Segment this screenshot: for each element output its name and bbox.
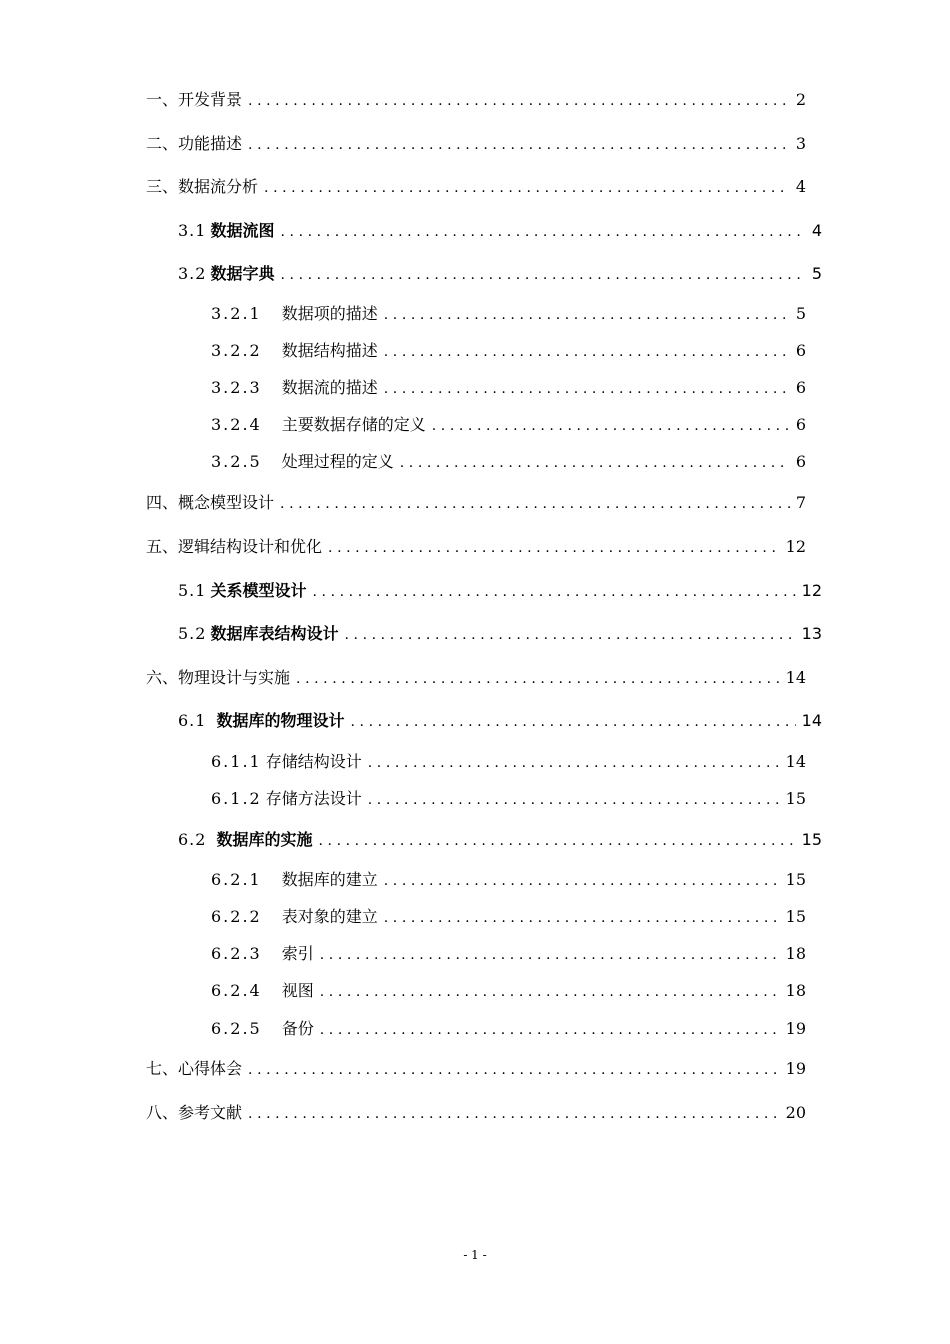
toc-entry-page: 14	[785, 668, 806, 687]
toc-entry-page: 15	[785, 870, 806, 889]
toc-entry-page: 4	[811, 221, 822, 240]
toc-entry[interactable]	[178, 260, 822, 288]
toc-leader-dots	[400, 449, 790, 477]
toc-leader-dots	[384, 301, 790, 329]
toc-entry[interactable]	[211, 411, 806, 439]
toc-entry-number: 3.2.5	[211, 452, 262, 471]
toc-entry-page: 2	[795, 90, 806, 109]
toc-leader-dots	[320, 978, 780, 1006]
toc-entry-number: 3.2.2	[211, 341, 262, 360]
toc-entry-title: 关系模型设计	[210, 581, 307, 600]
toc-entry-title: 主要数据存储的定义	[281, 415, 426, 434]
toc-entry[interactable]	[211, 940, 806, 968]
toc-leader-dots	[432, 412, 790, 440]
toc-leader-dots	[264, 174, 790, 202]
toc-entry-title: 数据库的物理设计	[216, 711, 345, 730]
toc-entry[interactable]	[211, 748, 806, 776]
toc-entry-title: 二、功能描述	[146, 134, 243, 153]
toc-entry-page: 19	[785, 1019, 806, 1038]
toc-entry-page: 14	[801, 711, 822, 730]
toc-entry-number: 3.2.3	[211, 378, 262, 397]
toc-entry-title: 八、参考文献	[146, 1103, 243, 1122]
toc-leader-dots	[384, 338, 790, 366]
toc-entry-number: 5.2	[178, 624, 207, 643]
toc-entry-title: 数据项的描述	[281, 304, 378, 323]
toc-entry-title: 存储方法设计	[265, 789, 362, 808]
toc-entry-title: 数据库表结构设计	[210, 624, 339, 643]
toc-entry[interactable]	[178, 217, 822, 245]
toc-leader-dots	[248, 1100, 780, 1128]
toc-entry-page: 15	[801, 830, 822, 849]
toc-leader-dots	[280, 218, 805, 246]
toc-leader-dots	[248, 131, 790, 159]
toc-entry[interactable]	[178, 826, 822, 854]
toc-entry-page: 19	[785, 1059, 806, 1078]
toc-entry-title: 数据流的描述	[281, 378, 378, 397]
toc-entry[interactable]	[146, 86, 806, 114]
toc-entry-title: 备份	[281, 1019, 314, 1038]
toc-leader-dots	[320, 1016, 780, 1044]
toc-entry-page: 6	[795, 415, 806, 434]
toc-entry[interactable]	[146, 533, 806, 561]
toc-entry[interactable]	[178, 707, 822, 735]
toc-entry-title: 六、物理设计与实施	[146, 668, 291, 687]
toc-entry-title: 四、概念模型设计	[146, 493, 275, 512]
toc-leader-dots	[368, 786, 780, 814]
toc-entry-title: 数据库的建立	[281, 870, 378, 889]
toc-entry[interactable]	[211, 300, 806, 328]
toc-entry-page: 7	[795, 493, 806, 512]
toc-entry[interactable]	[146, 664, 806, 692]
toc-entry[interactable]	[146, 1055, 806, 1083]
toc-entry-number: 6.1	[178, 711, 207, 730]
toc-entry-title: 数据字典	[210, 264, 275, 283]
toc-leader-dots	[320, 941, 780, 969]
toc-leader-dots	[296, 665, 780, 693]
toc-leader-dots	[384, 375, 790, 403]
toc-entry-page: 6	[795, 378, 806, 397]
page-footer	[0, 1248, 950, 1262]
toc-entry-page: 12	[785, 537, 806, 556]
toc-entry-title: 一、开发背景	[146, 90, 243, 109]
toc-leader-dots	[368, 749, 780, 777]
toc-entry[interactable]	[211, 374, 806, 402]
toc-entry[interactable]	[146, 1099, 806, 1127]
toc-entry-number: 3.1	[178, 221, 207, 240]
toc-entry-title: 处理过程的定义	[281, 452, 394, 471]
toc-entry[interactable]	[178, 620, 822, 648]
toc-entry[interactable]	[211, 448, 806, 476]
toc-entry-page: 5	[795, 304, 806, 323]
toc-entry-title: 数据结构描述	[281, 341, 378, 360]
toc-entry-number: 5.1	[178, 581, 207, 600]
toc-entry-page: 18	[785, 944, 806, 963]
toc-entry-number: 3.2	[178, 264, 207, 283]
toc-entry[interactable]	[178, 577, 822, 605]
toc-leader-dots	[328, 534, 780, 562]
toc-entry-page: 14	[785, 752, 806, 771]
toc-entry-title: 表对象的建立	[281, 907, 378, 926]
toc-entry-page: 13	[801, 624, 822, 643]
toc-entry-page: 6	[795, 452, 806, 471]
toc-entry-page: 18	[785, 981, 806, 1000]
toc-leader-dots	[312, 578, 795, 606]
toc-entry[interactable]	[211, 903, 806, 931]
toc-leader-dots	[248, 87, 790, 115]
toc-entry-number: 6.2.4	[211, 981, 262, 1000]
toc-entry-title: 索引	[281, 944, 314, 963]
toc-entry-title: 数据流图	[210, 221, 275, 240]
toc-entry-number: 6.2.2	[211, 907, 262, 926]
toc-entry[interactable]	[211, 977, 806, 1005]
toc-entry[interactable]	[146, 130, 806, 158]
toc-entry-page: 15	[785, 789, 806, 808]
toc-leader-dots	[248, 1056, 780, 1084]
toc-entry-title: 七、心得体会	[146, 1059, 243, 1078]
toc-entry[interactable]	[211, 337, 806, 365]
toc-entry-title: 五、逻辑结构设计和优化	[146, 537, 323, 556]
toc-entry-title: 存储结构设计	[265, 752, 362, 771]
toc-entry-number: 6.2.1	[211, 870, 262, 889]
toc-entry-title: 视图	[281, 981, 314, 1000]
toc-entry-number: 6.1.1	[211, 752, 262, 771]
toc-entry-number: 3.2.4	[211, 415, 262, 434]
toc-entry-number: 6.2	[178, 830, 207, 849]
toc-entry-number: 3.2.1	[211, 304, 262, 323]
toc-entry[interactable]	[146, 489, 806, 517]
toc-entry[interactable]	[211, 866, 806, 894]
toc-leader-dots	[384, 867, 780, 895]
toc-leader-dots	[318, 827, 795, 855]
toc-entry[interactable]	[211, 1015, 806, 1043]
toc-entry-page: 4	[795, 177, 806, 196]
toc-leader-dots	[384, 904, 780, 932]
toc-entry-page: 12	[801, 581, 822, 600]
toc-entry[interactable]	[211, 785, 806, 813]
toc-entry-title: 三、数据流分析	[146, 177, 259, 196]
toc-leader-dots	[280, 490, 790, 518]
toc-entry-title: 数据库的实施	[216, 830, 313, 849]
toc-entry-number: 6.2.3	[211, 944, 262, 963]
toc-entry-number: 6.1.2	[211, 789, 262, 808]
toc-leader-dots	[280, 261, 805, 289]
toc-entry-page: 3	[795, 134, 806, 153]
toc-entry-page: 20	[785, 1103, 806, 1122]
toc-leader-dots	[350, 708, 795, 736]
toc-entry-page: 15	[785, 907, 806, 926]
page-number: - 1 -	[463, 1248, 487, 1262]
toc-entry-number: 6.2.5	[211, 1019, 262, 1038]
toc-leader-dots	[344, 621, 795, 649]
toc-entry-page: 5	[811, 264, 822, 283]
toc-entry-page: 6	[795, 341, 806, 360]
toc-entry[interactable]	[146, 173, 806, 201]
